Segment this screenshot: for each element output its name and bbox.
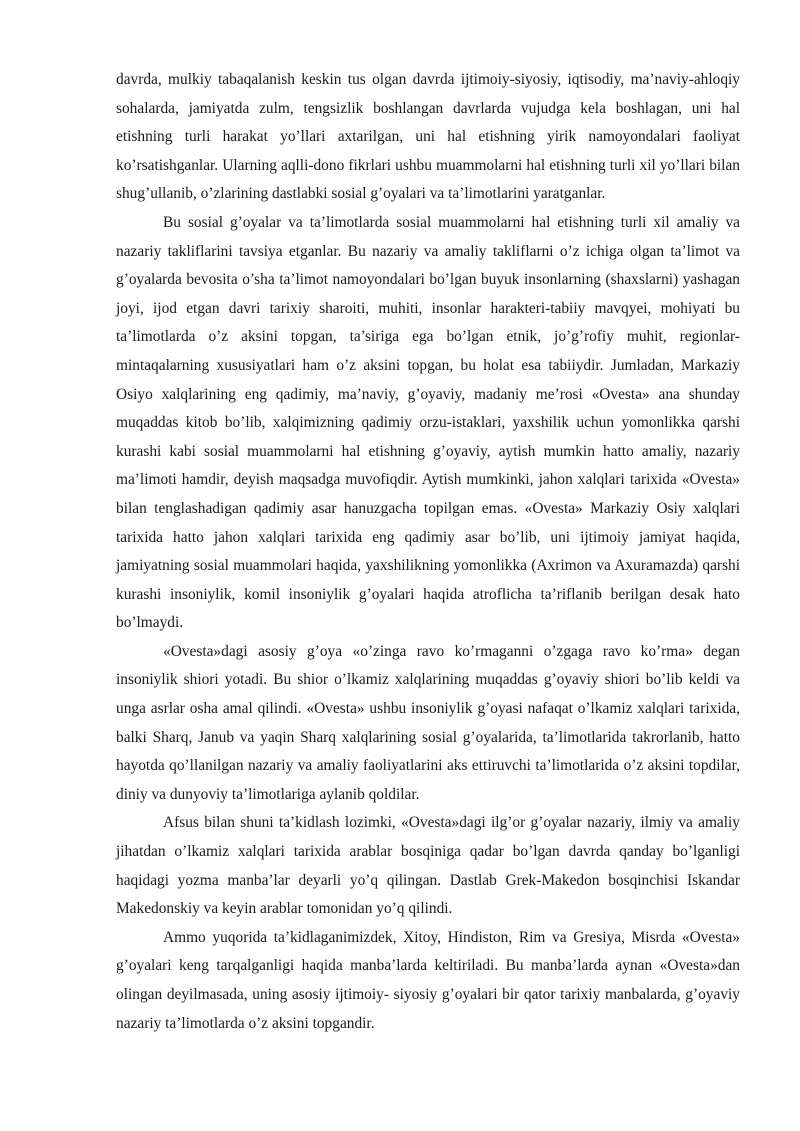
paragraph-social-ideas: Bu sosial g’oyalar va ta’limotlarda sosial muammolarni hal etishning turli xil amaliy va nazariy takliflarini tavsiya etganlar. Bu nazariy va amaliy takliflarni o’z ichiga olgan ta’limot va g’oyalarda bevosita o’sha ta’limot namoyondalari bo’lgan buyuk insonlarning (shaxslarni) yashagan joyi, ijod etgan davri tarixiy sharoiti, muhiti, insonlar harakteri-tabiiy mavqyei, mohiyati bu ta’limotlarda o’z aksini topgan, ta’siriga ega bo’lgan etnik, jo’g’rofiy muhit, regionlar-mintaqalarning xususiyatlari ham o’z aksini topgan, bu holat esa tabiiydir. Jumladan, Markaziy Osiyo xalqlarining eng qadimiy, ma’naviy, g’oyaviy, madaniy me’rosi «Ovesta» ana shunday muqaddas kitob bo’lib, xalqimizning qadimiy orzu-istaklari, yaxshilik uchun yomonlikka qarshi kurashi kabi sosial muammolarni hal etishning g’oyaviy, aytish mumkin hatto amaliy, nazariy ma’limoti hamdir, deyish maqsadga muvofiqdir. Aytish mumkinki, jahon xalqlari tarixida «Ovesta» bilan tenglashadigan qadimiy asar hanuzgacha topilgan emas. «Ovesta» Markaziy Osiy xalqlari tarixida hatto jahon xalqlari tarixida eng qadimiy asar bo’lib, uni ijtimoiy jamiyat haqida, jamiyatning sosial muammolari haqida, yaxshilikning yomonlikka (Axrimon va Axuramazda) qarshi kurashi insoniylik, komil insoniylik g’oyalari haqida atroflicha ta’riflanib berilgan desak hato bo’lmaydi. bbox=[116, 213, 740, 632]
paragraph-ovesta-main-idea: «Ovesta»dagi asosiy g’oya «o’zinga ravo ko’rmaganni o’zgaga ravo ko’rma» degan insoniylik shiori yotadi. Bu shior o’lkamiz xalqlarining muqaddas g’oyaviy shiori bo’lib keldi va unga asrlar osha amal qilindi. «Ovesta» ushbu insoniylik g’oyasi nafaqat o’lkamiz xalqlari tarixida, balki Sharq, Janub va yaqin Sharq xalqlarining sosial g’oyalarida, ta’limotlarida takrorlanib, hatto hayotda qo’llanilgan nazariy va amaliy faoliyatlarini aks ettiruvchi ta’limotlarida o’z aksini topdilar, diniy va dunyoviy ta’limotlariga aylanib qoldilar. bbox=[116, 642, 740, 803]
paragraph-continuation: davrda, mulkiy tabaqalanish keskin tus olgan davrda ijtimoiy-siyosiy, iqtisodiy, ma’naviy-ahloqiy sohalarda, jamiyatda zulm, tengsizlik boshlangan davrlarda vujudga kela boshlagan, uni hal etishning turli harakat yo’llari axtarilgan, uni hal etishning yirik namoyondalari faoliyat ko’rsatishganlar. Ularning aqlli-dono fikrlari ushbu muammolarni hal etishning turli xil yo’llari bilan shug’ullanib, o’zlarining dastlabki sosial g’oyalari va ta’limotlarini yaratganlar. bbox=[116, 71, 740, 203]
paragraph-ovesta-spread: Ammo yuqorida ta’kidlaganimizdek, Xitoy, Hindiston, Rim va Gresiya, Misrda «Ovesta» g’oyalari keng tarqalganligi haqida manba’larda keltiriladi. Bu manba’larda aynan «Ovesta»dan olingan deyilmasada, uning asosiy ijtimoiy- siyosiy g’oyalari bir qator tarixiy manbalarda, g’oyaviy nazariy ta’limotlarda o’z aksini topgandir. bbox=[116, 928, 740, 1032]
paragraph-sources-lost: Afsus bilan shuni ta’kidlash lozimki, «Ovesta»dagi ilg’or g’oyalar nazariy, ilmiy va amaliy jihatdan o’lkamiz xalqlari tarixida arablar bosqiniga qadar bo’lgan davrda qanday bo’lganligi haqidagi yozma manba’lar deyarli yo’q qilingan. Dastlab Grek-Makedon bosqinchisi Iskandar Makedonskiy va keyin arablar tomonidan yo’q qilindi. bbox=[116, 814, 740, 918]
document-page bbox=[116, 66, 740, 1038]
